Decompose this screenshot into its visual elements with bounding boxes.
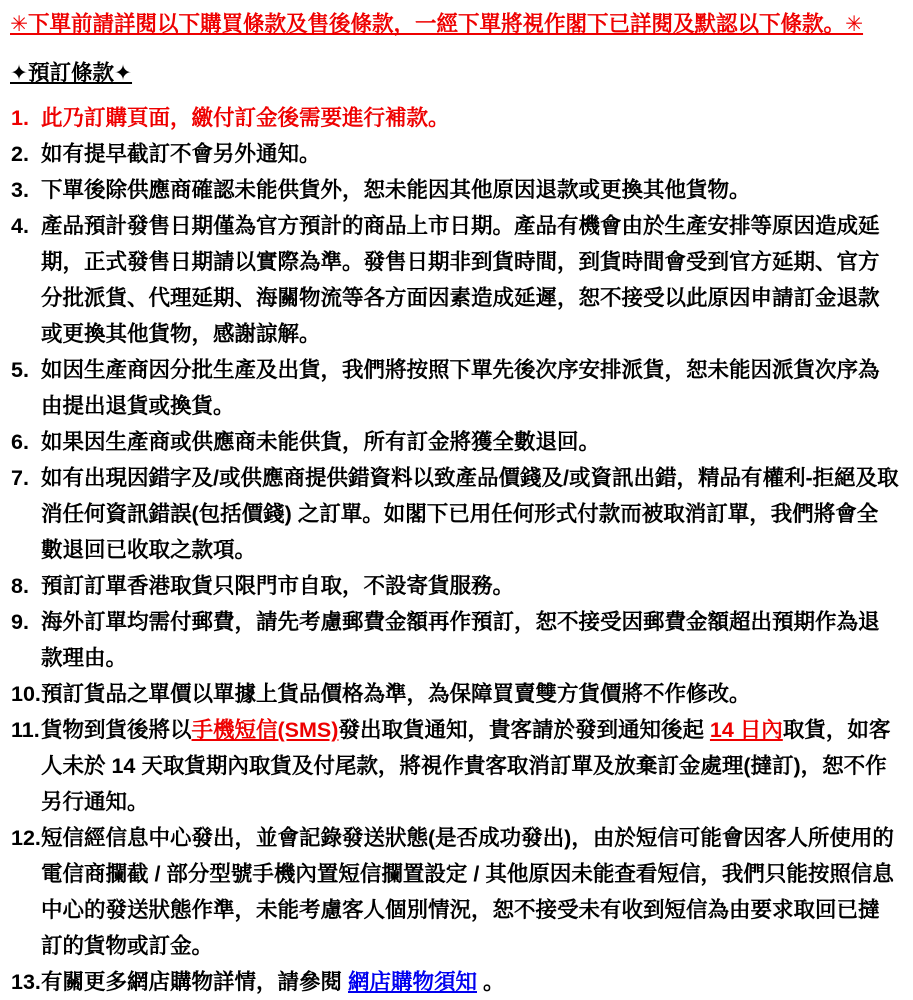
- term-text: 海外訂單均需付郵費，請先考慮郵費金額再作預訂，恕不接受因郵費金額超出預期作為退款理由。: [41, 610, 880, 670]
- term-number: 3.: [11, 178, 29, 202]
- term-text: 發出取貨通知，貴客請於發到通知後起: [338, 718, 710, 742]
- term-number: 13.: [11, 970, 41, 994]
- term-text: 如有出現因錯字及/或供應商提供錯資料以致產品價錢及/或資訊出錯，精品有權利-拒絕及取消任何資訊錯誤(包括價錢) 之訂單。如閣下已用任何形式付款而被取消訂單，我們將會全數退回已收取之款項。: [41, 466, 899, 562]
- term-item: [10, 136, 899, 172]
- term-number: 4.: [11, 214, 29, 238]
- term-number: 6.: [11, 430, 29, 454]
- term-text: 14 日內: [709, 718, 783, 742]
- term-text: 取貨，如客人未於 14 天取貨期內取貨及付尾款，將視作貴客取消訂單及放棄訂金處理(撻訂)，恕不作另行通知。: [41, 718, 891, 814]
- term-item: [10, 100, 899, 136]
- term-text: 短信經信息中心發出，並會記錄發送狀態(是否成功發出)，由於短信可能會因客人所使用的電信商攔截 / 部分型號手機內置短信攔置設定 / 其他原因未能查看短信，我們只能按照信息中心的發送狀態作準，未能考慮客人個別情況，恕不接受未有收到短信為由要求取回已撻訂的貨物或訂金。: [41, 826, 894, 958]
- term-number: 8.: [11, 574, 29, 598]
- term-text: 如因生產商因分批生產及出貨，我們將按照下單先後次序安排派貨，恕未能因派貨次序為由提出退貨或換貨。: [41, 358, 880, 418]
- term-item: [10, 208, 899, 352]
- term-text: 有關更多網店購物詳情，請參閱: [41, 970, 348, 994]
- term-number: 1.: [11, 106, 29, 130]
- term-text: 手機短信(SMS): [191, 718, 339, 742]
- term-number: 5.: [11, 358, 29, 382]
- term-text: 如果因生產商或供應商未能供貨，所有訂金將獲全數退回。: [41, 430, 601, 454]
- term-text: 下單後除供應商確認未能供貨外，恕未能因其他原因退款或更換其他貨物。: [41, 178, 751, 202]
- section-title-preorder-terms: ✦預訂條款✦: [10, 61, 133, 85]
- term-item: [10, 460, 899, 568]
- term-number: 11.: [11, 718, 40, 742]
- term-text: 如有提早截訂不會另外通知。: [41, 142, 321, 166]
- term-text: 。: [477, 970, 505, 994]
- term-number: 2.: [11, 142, 29, 166]
- term-text: 產品預計發售日期僅為官方預計的商品上市日期。產品有機會由於生產安排等原因造成延期，正式發售日期請以實際為準。發售日期非到貨時間，到貨時間會受到官方延期、官方分批派貨、代理延期、海關物流等各方面因素造成延遲，恕不接受以此原因申請訂金退款或更換其他貨物，感謝諒解。: [41, 214, 880, 346]
- term-number: 12.: [11, 826, 41, 850]
- term-text: 此乃訂購頁面，繳付訂金後需要進行補款。: [41, 106, 450, 130]
- term-text: 預訂訂單香港取貨只限門市自取，不設寄貨服務。: [41, 574, 515, 598]
- term-item: [10, 568, 899, 604]
- term-item: [10, 712, 899, 820]
- term-number: 7.: [11, 466, 29, 490]
- term-item: [10, 676, 899, 712]
- term-number: 9.: [11, 610, 29, 634]
- shop-guide-link[interactable]: 網店購物須知: [347, 970, 477, 994]
- term-text: 預訂貨品之單價以單據上貨品價格為準，為保障買賣雙方貨價將不作修改。: [41, 682, 751, 706]
- purchase-notice-header: ✳下單前請詳閱以下購買條款及售後條款，一經下單將視作閣下已詳閱及默認以下條款。✳: [10, 12, 864, 36]
- terms-list: [10, 100, 899, 1000]
- term-number: 10.: [11, 682, 41, 706]
- term-item: [10, 352, 899, 424]
- term-item: [10, 424, 899, 460]
- term-item: [10, 172, 899, 208]
- term-item: [10, 604, 899, 676]
- term-item: [10, 820, 899, 964]
- term-item: [10, 964, 899, 1000]
- term-text: 貨物到貨後將以: [41, 718, 192, 742]
